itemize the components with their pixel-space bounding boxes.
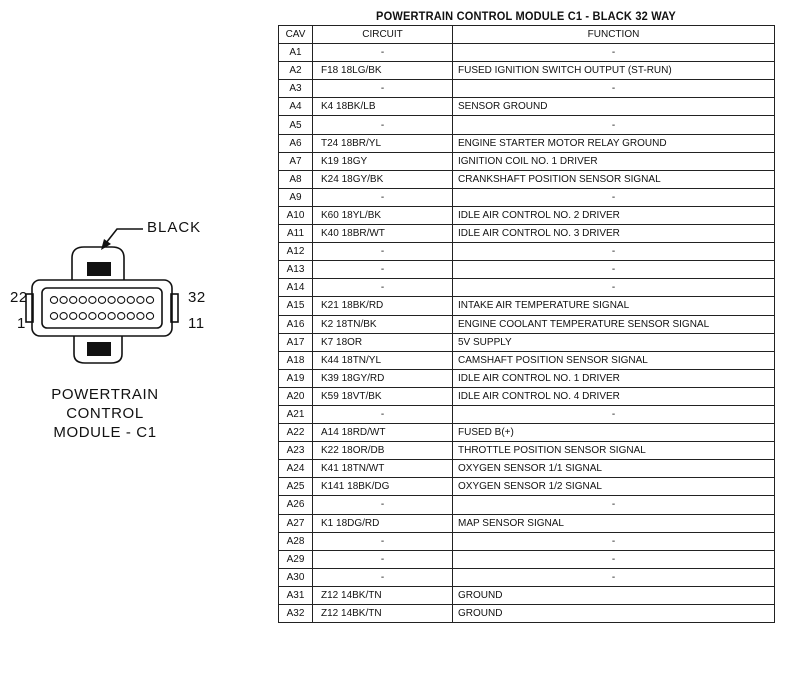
pin-cavity bbox=[137, 297, 144, 304]
cav-cell: A17 bbox=[279, 333, 313, 351]
pin-cavity bbox=[98, 297, 105, 304]
circuit-cell: - bbox=[313, 405, 453, 423]
circuit-cell: - bbox=[313, 44, 453, 62]
pinout-table-body bbox=[279, 44, 775, 623]
connector-color-label: BLACK bbox=[147, 219, 202, 236]
function-cell: - bbox=[453, 261, 775, 279]
table-row bbox=[279, 387, 775, 405]
function-cell: CRANKSHAFT POSITION SENSOR SIGNAL bbox=[453, 170, 775, 188]
circuit-cell: K2 18TN/BK bbox=[313, 315, 453, 333]
table-row bbox=[279, 496, 775, 514]
caption-line: MODULE - C1 bbox=[53, 424, 157, 441]
pin-cavity bbox=[50, 313, 57, 320]
pin-cavity bbox=[108, 313, 115, 320]
function-cell: ENGINE COOLANT TEMPERATURE SENSOR SIGNAL bbox=[453, 315, 775, 333]
circuit-cell: Z12 14BK/TN bbox=[313, 586, 453, 604]
cav-cell: A28 bbox=[279, 532, 313, 550]
function-cell: ENGINE STARTER MOTOR RELAY GROUND bbox=[453, 134, 775, 152]
circuit-cell: F18 18LG/BK bbox=[313, 62, 453, 80]
function-cell: - bbox=[453, 279, 775, 297]
function-cell: - bbox=[453, 243, 775, 261]
function-cell: - bbox=[453, 550, 775, 568]
function-cell: GROUND bbox=[453, 605, 775, 623]
circuit-cell: K41 18TN/WT bbox=[313, 460, 453, 478]
function-cell: - bbox=[453, 80, 775, 98]
pin-cavity bbox=[118, 313, 125, 320]
header-cav: CAV bbox=[279, 26, 313, 44]
table-row bbox=[279, 605, 775, 623]
pin-number-top-right: 32 bbox=[188, 289, 206, 306]
cav-cell: A19 bbox=[279, 369, 313, 387]
cav-cell: A26 bbox=[279, 496, 313, 514]
circuit-cell: K40 18BR/WT bbox=[313, 225, 453, 243]
leader-arrowhead bbox=[101, 239, 111, 250]
circuit-cell: - bbox=[313, 532, 453, 550]
table-row bbox=[279, 586, 775, 604]
table-row bbox=[279, 170, 775, 188]
cav-cell: A15 bbox=[279, 297, 313, 315]
function-cell: IDLE AIR CONTROL NO. 3 DRIVER bbox=[453, 225, 775, 243]
cav-cell: A22 bbox=[279, 424, 313, 442]
function-cell: IDLE AIR CONTROL NO. 2 DRIVER bbox=[453, 206, 775, 224]
cav-cell: A8 bbox=[279, 170, 313, 188]
table-row bbox=[279, 225, 775, 243]
cav-cell: A21 bbox=[279, 405, 313, 423]
table-row bbox=[279, 297, 775, 315]
pin-cavity bbox=[70, 313, 77, 320]
pinout-table bbox=[278, 25, 775, 623]
cav-cell: A24 bbox=[279, 460, 313, 478]
connector-face bbox=[42, 288, 162, 328]
function-cell: MAP SENSOR SIGNAL bbox=[453, 514, 775, 532]
pin-cavity bbox=[146, 297, 153, 304]
function-cell: OXYGEN SENSOR 1/2 SIGNAL bbox=[453, 478, 775, 496]
cav-cell: A18 bbox=[279, 351, 313, 369]
table-row bbox=[279, 369, 775, 387]
cav-cell: A5 bbox=[279, 116, 313, 134]
circuit-cell: K7 18OR bbox=[313, 333, 453, 351]
circuit-cell: - bbox=[313, 80, 453, 98]
cav-cell: A31 bbox=[279, 586, 313, 604]
leader-line bbox=[106, 229, 143, 243]
table-row bbox=[279, 315, 775, 333]
circuit-cell: - bbox=[313, 279, 453, 297]
function-cell: FUSED B(+) bbox=[453, 424, 775, 442]
circuit-cell: K24 18GY/BK bbox=[313, 170, 453, 188]
circuit-cell: A14 18RD/WT bbox=[313, 424, 453, 442]
table-row bbox=[279, 44, 775, 62]
function-cell: IDLE AIR CONTROL NO. 1 DRIVER bbox=[453, 369, 775, 387]
circuit-cell: K60 18YL/BK bbox=[313, 206, 453, 224]
cav-cell: A10 bbox=[279, 206, 313, 224]
pin-cavity bbox=[70, 297, 77, 304]
cav-cell: A9 bbox=[279, 188, 313, 206]
function-cell: GROUND bbox=[453, 586, 775, 604]
caption-line: CONTROL bbox=[66, 405, 144, 422]
circuit-cell: Z12 14BK/TN bbox=[313, 605, 453, 623]
circuit-cell: K44 18TN/YL bbox=[313, 351, 453, 369]
circuit-cell: - bbox=[313, 116, 453, 134]
table-row bbox=[279, 460, 775, 478]
connector-diagram bbox=[0, 200, 260, 460]
circuit-cell: K1 18DG/RD bbox=[313, 514, 453, 532]
function-cell: - bbox=[453, 496, 775, 514]
pin-number-bottom-right: 11 bbox=[188, 315, 205, 332]
cav-cell: A30 bbox=[279, 568, 313, 586]
function-cell: IDLE AIR CONTROL NO. 4 DRIVER bbox=[453, 387, 775, 405]
circuit-cell: K141 18BK/DG bbox=[313, 478, 453, 496]
pin-cavity bbox=[137, 313, 144, 320]
pin-number-bottom-left: 1 bbox=[17, 315, 26, 332]
cav-cell: A27 bbox=[279, 514, 313, 532]
cav-cell: A4 bbox=[279, 98, 313, 116]
function-cell: SENSOR GROUND bbox=[453, 98, 775, 116]
cav-cell: A25 bbox=[279, 478, 313, 496]
table-row bbox=[279, 243, 775, 261]
circuit-cell: - bbox=[313, 496, 453, 514]
function-cell: INTAKE AIR TEMPERATURE SIGNAL bbox=[453, 297, 775, 315]
circuit-cell: K21 18BK/RD bbox=[313, 297, 453, 315]
pin-cavity bbox=[98, 313, 105, 320]
cav-cell: A16 bbox=[279, 315, 313, 333]
table-row bbox=[279, 568, 775, 586]
pin-cavity bbox=[89, 313, 96, 320]
pin-cavity bbox=[79, 313, 86, 320]
function-cell: IGNITION COIL NO. 1 DRIVER bbox=[453, 152, 775, 170]
pin-cavity bbox=[146, 313, 153, 320]
table-row bbox=[279, 188, 775, 206]
circuit-cell: - bbox=[313, 261, 453, 279]
cav-cell: A6 bbox=[279, 134, 313, 152]
circuit-cell: K19 18GY bbox=[313, 152, 453, 170]
pin-cavity bbox=[60, 313, 67, 320]
header-circuit: CIRCUIT bbox=[313, 26, 453, 44]
table-row bbox=[279, 134, 775, 152]
circuit-cell: - bbox=[313, 568, 453, 586]
pin-cavity bbox=[108, 297, 115, 304]
pin-cavity bbox=[118, 297, 125, 304]
pin-cavity bbox=[50, 297, 57, 304]
circuit-cell: K59 18VT/BK bbox=[313, 387, 453, 405]
table-row bbox=[279, 152, 775, 170]
function-cell: - bbox=[453, 116, 775, 134]
function-cell: FUSED IGNITION SWITCH OUTPUT (ST-RUN) bbox=[453, 62, 775, 80]
table-title: POWERTRAIN CONTROL MODULE C1 - BLACK 32 WAY bbox=[376, 9, 676, 23]
cav-cell: A14 bbox=[279, 279, 313, 297]
cav-cell: A3 bbox=[279, 80, 313, 98]
pin-cavity bbox=[127, 313, 134, 320]
header-function: FUNCTION bbox=[453, 26, 775, 44]
table-row bbox=[279, 405, 775, 423]
lower-latch-tab bbox=[87, 342, 111, 356]
table-row bbox=[279, 514, 775, 532]
circuit-cell: - bbox=[313, 550, 453, 568]
pin-cavity bbox=[79, 297, 86, 304]
pin-cavity bbox=[127, 297, 134, 304]
table-row bbox=[279, 424, 775, 442]
table-row bbox=[279, 333, 775, 351]
function-cell: - bbox=[453, 532, 775, 550]
table-row bbox=[279, 550, 775, 568]
function-cell: - bbox=[453, 568, 775, 586]
function-cell: THROTTLE POSITION SENSOR SIGNAL bbox=[453, 442, 775, 460]
cav-cell: A20 bbox=[279, 387, 313, 405]
cav-cell: A29 bbox=[279, 550, 313, 568]
circuit-cell: K4 18BK/LB bbox=[313, 98, 453, 116]
table-row bbox=[279, 80, 775, 98]
circuit-cell: - bbox=[313, 243, 453, 261]
table-header-row bbox=[279, 26, 775, 44]
cav-cell: A7 bbox=[279, 152, 313, 170]
cav-cell: A23 bbox=[279, 442, 313, 460]
pin-cavity bbox=[89, 297, 96, 304]
table-row bbox=[279, 206, 775, 224]
cav-cell: A12 bbox=[279, 243, 313, 261]
cav-cell: A13 bbox=[279, 261, 313, 279]
table-row bbox=[279, 279, 775, 297]
function-cell: - bbox=[453, 188, 775, 206]
table-row bbox=[279, 351, 775, 369]
cav-cell: A32 bbox=[279, 605, 313, 623]
circuit-cell: - bbox=[313, 188, 453, 206]
cav-cell: A2 bbox=[279, 62, 313, 80]
connector-caption bbox=[20, 385, 190, 442]
function-cell: - bbox=[453, 44, 775, 62]
table-row bbox=[279, 62, 775, 80]
table-row bbox=[279, 116, 775, 134]
function-cell: OXYGEN SENSOR 1/1 SIGNAL bbox=[453, 460, 775, 478]
function-cell: - bbox=[453, 405, 775, 423]
function-cell: CAMSHAFT POSITION SENSOR SIGNAL bbox=[453, 351, 775, 369]
pin-cavities bbox=[50, 297, 153, 320]
function-cell: 5V SUPPLY bbox=[453, 333, 775, 351]
pin-cavity bbox=[60, 297, 67, 304]
table-row bbox=[279, 442, 775, 460]
circuit-cell: T24 18BR/YL bbox=[313, 134, 453, 152]
circuit-cell: K39 18GY/RD bbox=[313, 369, 453, 387]
circuit-cell: K22 18OR/DB bbox=[313, 442, 453, 460]
cav-cell: A1 bbox=[279, 44, 313, 62]
table-row bbox=[279, 261, 775, 279]
pin-number-top-left: 22 bbox=[10, 289, 28, 306]
table-row bbox=[279, 98, 775, 116]
cav-cell: A11 bbox=[279, 225, 313, 243]
table-row bbox=[279, 478, 775, 496]
table-row bbox=[279, 532, 775, 550]
upper-latch-tab bbox=[87, 262, 111, 276]
caption-line: POWERTRAIN bbox=[51, 386, 159, 403]
